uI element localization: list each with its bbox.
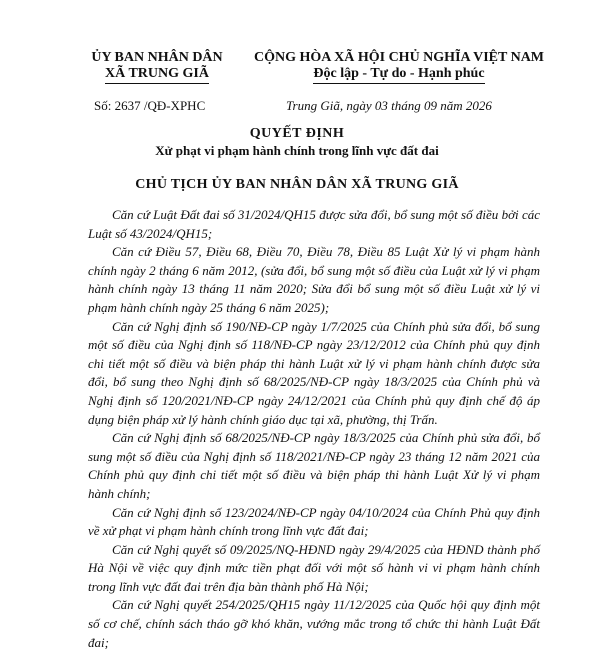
document-title: QUYẾT ĐỊNH xyxy=(249,126,345,141)
legal-basis-paragraph: Căn cứ Nghị định số 190/NĐ-CP ngày 1/7/2025 của Chính phủ sửa đổi, bổ sung một số điều của Nghị định số 118/NĐ-CP ngày 23/12/2012 của Chính phủ quy định chi tiết một số điều và biện pháp thi hành Luật xử lý vi phạm hành chính được sửa đổi, bổ sung theo Nghị định số 68/2025/NĐ-CP ngày 18/3/2025 của Chính phủ và Nghị định số 120/2021/NĐ-CP ngày 24/12/2021 của Chính phủ quy định chế độ áp dụng biện pháp xử lý hành chính giáo dục tại xã, phường, thị Trấn. xyxy=(88,318,540,427)
legal-basis xyxy=(88,206,540,652)
legal-basis-paragraph: Căn cứ Luật Đất đai số 31/2024/QH15 được sửa đổi, bổ sung một số điều bởi các Luật số 43/2024/QH15; xyxy=(88,207,540,241)
place-and-date: Trung Giã, ngày 03 tháng 09 năm 2026 xyxy=(286,98,492,113)
legal-basis-paragraph: Căn cứ Nghị quyết số 09/2025/NQ-HĐND ngày 29/4/2025 của HĐND thành phố Hà Nội về việc quy định mức tiền phạt đối với một số hành vi vi phạm hành chính trong lĩnh vực đất đai trên địa bàn thành phố Hà Nội; xyxy=(88,541,540,594)
issuing-authority xyxy=(72,50,242,84)
issuer-heading: CHỦ TỊCH ỦY BAN NHÂN DÂN XÃ TRUNG GIÃ xyxy=(135,177,459,192)
authority-line-1: ỦY BAN NHÂN DÂN xyxy=(91,50,223,65)
legal-basis-paragraph: Căn cứ Nghị quyết 254/2025/QH15 ngày 11/12/2025 của Quốc hội quy định một số cơ chế, chính sách tháo gỡ khó khăn, vướng mắc trong tổ chức thi hành Luật Đất đai; xyxy=(88,597,540,650)
document-subtitle: Xử phạt vi phạm hành chính trong lĩnh vực đất đai xyxy=(155,143,439,158)
document-number: Số: 2637 /QĐ-XPHC xyxy=(94,98,206,113)
national-motto xyxy=(254,50,544,84)
authority-line-2: XÃ TRUNG GIÃ xyxy=(105,66,209,84)
legal-basis-paragraph: Căn cứ Nghị định số 123/2024/NĐ-CP ngày 04/10/2024 của Chính Phủ quy định về xử phạt vi phạm hành chính trong lĩnh vực đất đai; xyxy=(88,504,540,539)
country-name: CỘNG HÒA XÃ HỘI CHỦ NGHĨA VIỆT NAM xyxy=(254,50,545,65)
legal-basis-paragraph: Căn cứ Nghị định số 68/2025/NĐ-CP ngày 18/3/2025 của Chính phủ sửa đổi, bổ sung một số điều của Nghị định số 118/2021/NĐ-CP ngày 23 tháng 12 năm 2021 của Chính phủ quy định chi tiết một số điều và biện pháp thi hành Luật Xử lý vi phạm hành chính; xyxy=(88,430,540,501)
legal-basis-paragraph: Căn cứ Điều 57, Điều 68, Điều 70, Điều 78, Điều 85 Luật Xử lý vi phạm hành chính ngày 2 tháng 6 năm 2012, (sửa đổi, bổ sung một số điều của Luật xử lý vi phạm hành chính ngày 13 tháng 11 năm 2020; Sửa đổi bổ sung một số điều Luật xử lý vi phạm hành chính ngày 25 tháng 6 năm 2025); xyxy=(88,244,540,315)
motto: Độc lập - Tự do - Hạnh phúc xyxy=(313,66,484,84)
